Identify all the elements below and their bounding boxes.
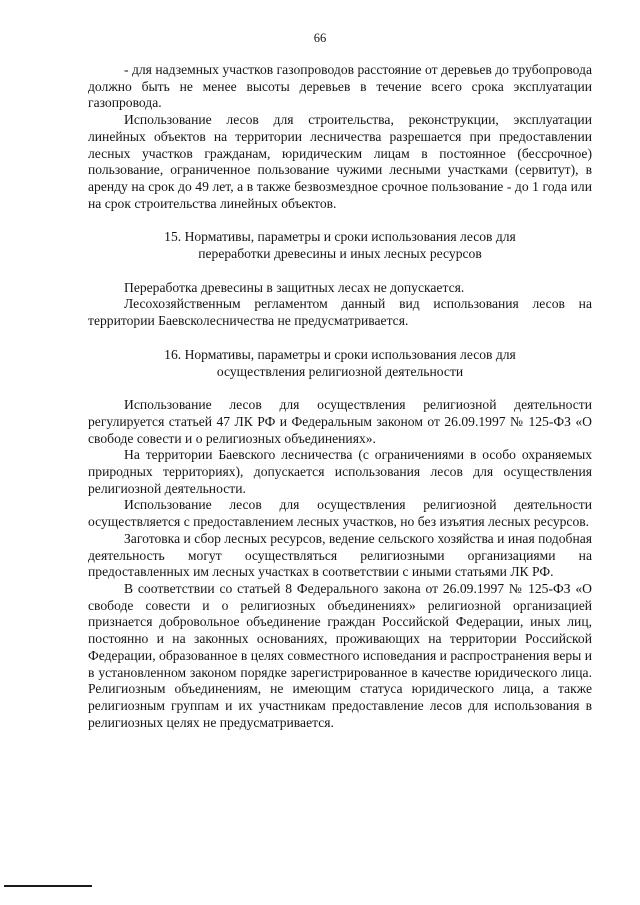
section-16-heading-line-2: осуществления религиозной деятельности bbox=[216, 363, 464, 379]
document-body bbox=[88, 62, 592, 731]
paragraph-religious-harvesting: Заготовка и сбор лесных ресурсов, ведение сельского хозяйства и иная подобная деятельность могут осуществляться религиозными организациями на предоставленных им лесных участках в соответствии с иными статьями ЛК РФ. bbox=[88, 530, 592, 580]
paragraph-wood-processing: Переработка древесины в защитных лесах не допускается. bbox=[124, 279, 465, 295]
section-15-heading-line-2: переработки древесины и иных лесных ресурсов bbox=[198, 246, 482, 262]
section-15-heading bbox=[88, 229, 592, 262]
paragraph-linear-objects: Использование лесов для строительства, реконструкции, эксплуатации линейных объектов на территории лесничества разрешается при предоставлении лесных участков гражданам, юридическим лицам в постоянное (бессрочное) пользование, ограниченное пользование чужими лесными участками (сервитут), в аренду на срок до 49 лет, а в также безвозмездное срочное пользование - до 1 года или на срок строительства линейных объектов. bbox=[88, 112, 592, 211]
paragraph-religious-no-withdrawal: Использование лесов для осуществления религиозной деятельности осуществляется с предоставлением лесных участков, но без изъятия лесных ресурсов. bbox=[88, 497, 592, 530]
paragraph-not-provided: Лесохозяйственным регламентом данный вид использования лесов на территории Баевсколесничества не предусматривается. bbox=[88, 296, 592, 329]
footer-rule bbox=[4, 885, 92, 887]
paragraph-gas-pipeline: - для надземных участков газопроводов расстояние от деревьев до трубопровода должно быть не менее высоты деревьев в течение всего срока эксплуатации газопровода. bbox=[88, 62, 592, 111]
paragraph-religious-allowed: На территории Баевского лесничества (с ограничениями в особо охраняемых природных территориях), допускается использования лесов для осуществления религиозной деятельности. bbox=[88, 447, 592, 496]
paragraph-religious-organization: В соответствии со статьей 8 Федерального закона от 26.09.1997 № 125-ФЗ «О свободе совести и о религиозных объединениях» религиозной организацией признается добровольное объединение граждан Российской Федерации, иных лиц, постоянно и на законных основаниях, проживающих на территории Российской Федерации, образованное в целях совместного исповедания и распространения веры и в установленном законом порядке зарегистрированное в качестве юридического лица. Религиозным объединениям, не имеющим статуса юридического лица, а также религиозным группам и их участникам предоставление лесов для использования в религиозных целях не предусматривается. bbox=[88, 580, 592, 730]
section-16-heading bbox=[88, 347, 592, 380]
page-number: 66 bbox=[313, 31, 327, 45]
paragraph-religious-law: Использование лесов для осуществления религиозной деятельности регулируется статьей 47 ЛК РФ и Федеральным законом от 26.09.1997 № 125-ФЗ «О свободе совести и о религиозных объединениях». bbox=[88, 397, 592, 446]
section-15-heading-line-1: 15. Нормативы, параметры и сроки использования лесов для bbox=[164, 229, 516, 245]
section-16-heading-line-1: 16. Нормативы, параметры и сроки использования лесов для bbox=[164, 346, 516, 362]
